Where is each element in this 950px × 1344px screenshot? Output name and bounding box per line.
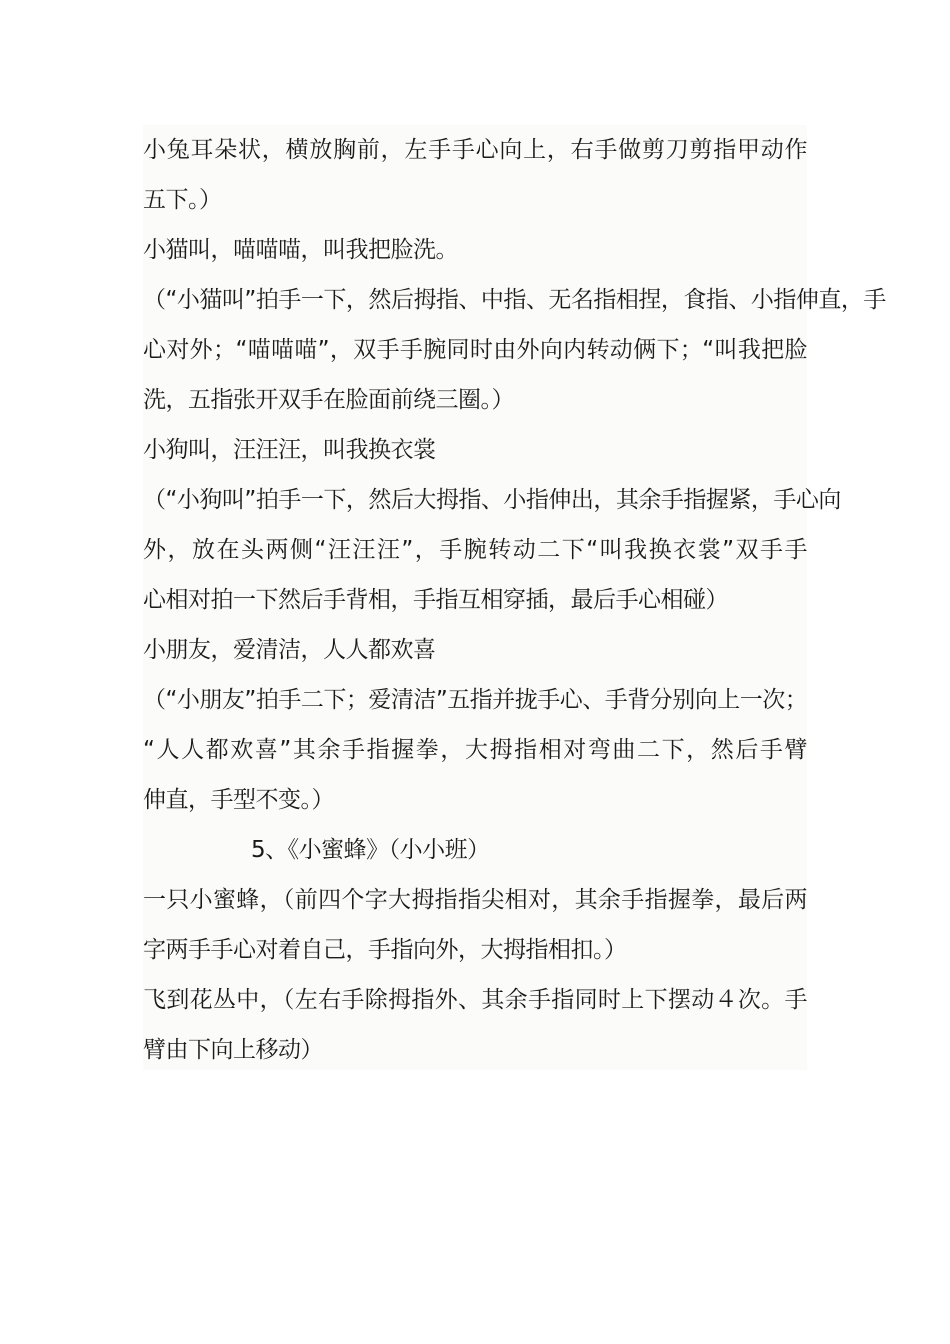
text-line: 字两手手心对着自己，手指向外，大拇指相扣。） [143,937,627,963]
text-line: 五下。） [143,187,222,213]
text-line: （“小猫叫”拍手一下，然后拇指、中指、无名指相捏，食指、小指伸直，手 [143,287,886,313]
text-line: 心对外；“喵喵喵”，双手手腕同时由外向内转动俩下；“叫我把脸 [143,337,807,363]
text-line: 小猫叫，喵喵喵，叫我把脸洗。 [143,237,458,263]
text-line: （“小狗叫”拍手一下，然后大拇指、小指伸出，其余手指握紧，手心向 [143,487,841,513]
section-heading: 5、《小蜜蜂》（小小班） [251,837,490,863]
text-line: （“小朋友”拍手二下；爱清洁”五指并拢手心、手背分别向上一次； [143,687,808,713]
text-line: 小朋友，爱清洁，人人都欢喜 [143,637,436,663]
text-line: 臂由下向上移动） [143,1037,323,1063]
document-body [143,125,886,1070]
text-line: 洗，五指张开双手在脸面前绕三圈。） [143,387,514,413]
text-line: 飞到花丛中，（左右手除拇指外、其余手指同时上下摆动４次。手 [143,987,807,1013]
text-line: 外，放在头两侧“汪汪汪”，手腕转动二下“叫我换衣裳”双手手 [143,537,807,563]
text-line: 一只小蜜蜂，（前四个字大拇指指尖相对，其余手指握拳，最后两 [143,887,807,913]
text-line: 小兔耳朵状，横放胸前，左手手心向上，右手做剪刀剪指甲动作 [143,137,807,163]
text-line: 心相对拍一下然后手背相，手指互相穿插，最后手心相碰） [143,587,728,613]
text-line: “人人都欢喜”其余手指握拳，大拇指相对弯曲二下，然后手臂 [143,737,807,763]
text-line: 小狗叫，汪汪汪，叫我换衣裳 [143,437,436,463]
text-line: 伸直，手型不变。） [143,787,334,813]
